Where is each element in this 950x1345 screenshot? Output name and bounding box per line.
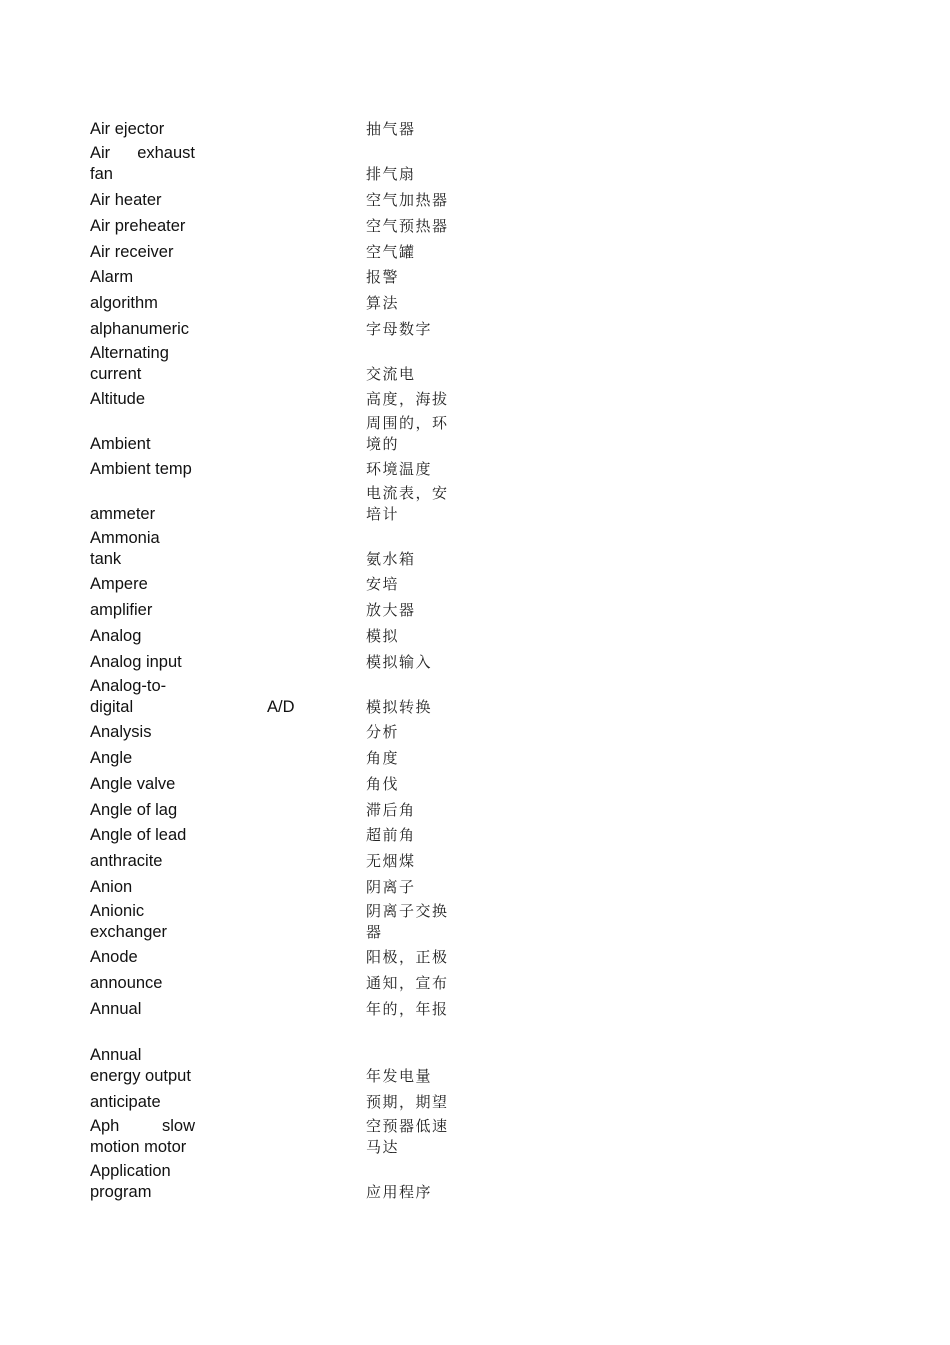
english-term: Anion bbox=[90, 878, 133, 896]
english-term: Altitude bbox=[90, 390, 146, 408]
chinese-translation: 应用程序 bbox=[366, 1183, 433, 1201]
english-term: anthracite bbox=[90, 852, 163, 870]
chinese-translation: 排气扇 bbox=[366, 165, 416, 183]
english-term: Analysis bbox=[90, 723, 152, 741]
english-term: ammeter bbox=[90, 505, 156, 523]
english-term: Air heater bbox=[90, 191, 162, 209]
chinese-translation: 年的，年报 bbox=[366, 1000, 449, 1018]
chinese-translation: 阳极，正极 bbox=[366, 948, 449, 966]
english-term: Anionic bbox=[90, 902, 145, 920]
english-term: Analog-to- bbox=[90, 677, 167, 695]
chinese-translation: 马达 bbox=[366, 1138, 400, 1156]
chinese-translation: 预期，期望 bbox=[366, 1093, 449, 1111]
english-term: Aph slow bbox=[90, 1117, 195, 1135]
english-term: Ampere bbox=[90, 575, 148, 593]
english-term: Air ejector bbox=[90, 120, 165, 138]
chinese-translation: 年发电量 bbox=[366, 1067, 433, 1085]
chinese-translation: 角伐 bbox=[366, 775, 400, 793]
english-term: amplifier bbox=[90, 601, 153, 619]
chinese-translation: 境的 bbox=[366, 435, 400, 453]
english-term: Analog input bbox=[90, 653, 182, 671]
chinese-translation: 周围的，环 bbox=[366, 414, 449, 432]
english-term: Annual bbox=[90, 1000, 142, 1018]
english-term: Ambient bbox=[90, 435, 151, 453]
chinese-translation: 高度，海拔 bbox=[366, 390, 449, 408]
chinese-translation: 氨水箱 bbox=[366, 550, 416, 568]
english-term: exchanger bbox=[90, 923, 168, 941]
chinese-translation: 无烟煤 bbox=[366, 852, 416, 870]
chinese-translation: 分析 bbox=[366, 723, 400, 741]
chinese-translation: 字母数字 bbox=[366, 320, 433, 338]
chinese-translation: 角度 bbox=[366, 749, 400, 767]
chinese-translation: 环境温度 bbox=[366, 460, 433, 478]
chinese-translation: 模拟输入 bbox=[366, 653, 433, 671]
english-term: Angle of lead bbox=[90, 826, 187, 844]
chinese-translation: 抽气器 bbox=[366, 120, 416, 138]
chinese-translation: 培计 bbox=[366, 505, 400, 523]
english-term: alphanumeric bbox=[90, 320, 190, 338]
chinese-translation: 空气加热器 bbox=[366, 191, 449, 209]
english-term: Air exhaust bbox=[90, 144, 195, 162]
chinese-translation: 安培 bbox=[366, 575, 400, 593]
chinese-translation: 通知，宣布 bbox=[366, 974, 449, 992]
english-term: fan bbox=[90, 165, 113, 183]
english-term: Alternating bbox=[90, 344, 169, 362]
english-term: Ammonia bbox=[90, 529, 160, 547]
chinese-translation: 模拟 bbox=[366, 627, 400, 645]
english-term: Alarm bbox=[90, 268, 134, 286]
english-term: Angle valve bbox=[90, 775, 176, 793]
chinese-translation: 空气预热器 bbox=[366, 217, 449, 235]
english-term: Air preheater bbox=[90, 217, 186, 235]
chinese-translation: 滞后角 bbox=[366, 801, 416, 819]
chinese-translation: 阴离子交换 bbox=[366, 902, 449, 920]
english-term: energy output bbox=[90, 1067, 191, 1085]
chinese-translation: 报警 bbox=[366, 268, 400, 286]
chinese-translation: 交流电 bbox=[366, 365, 416, 383]
chinese-translation: 模拟转换 bbox=[366, 698, 433, 716]
english-term: current bbox=[90, 365, 142, 383]
chinese-translation: 算法 bbox=[366, 294, 400, 312]
english-term: Air receiver bbox=[90, 243, 174, 261]
english-term: tank bbox=[90, 550, 122, 568]
english-term: program bbox=[90, 1183, 152, 1201]
chinese-translation: 超前角 bbox=[366, 826, 416, 844]
english-term: Analog bbox=[90, 627, 142, 645]
english-term: Angle of lag bbox=[90, 801, 178, 819]
english-term: Ambient temp bbox=[90, 460, 192, 478]
english-term: Angle bbox=[90, 749, 133, 767]
chinese-translation: 空气罐 bbox=[366, 243, 416, 261]
abbreviation: A/D bbox=[267, 698, 295, 716]
chinese-translation: 空预器低速 bbox=[366, 1117, 449, 1135]
english-term: anticipate bbox=[90, 1093, 161, 1111]
english-term: Annual bbox=[90, 1046, 142, 1064]
chinese-translation: 电流表，安 bbox=[366, 484, 449, 502]
english-term: announce bbox=[90, 974, 163, 992]
english-term: Anode bbox=[90, 948, 138, 966]
english-term: motion motor bbox=[90, 1138, 187, 1156]
english-term: digital bbox=[90, 698, 134, 716]
chinese-translation: 阴离子 bbox=[366, 878, 416, 896]
chinese-translation: 放大器 bbox=[366, 601, 416, 619]
chinese-translation: 器 bbox=[366, 923, 383, 941]
english-term: algorithm bbox=[90, 294, 158, 312]
english-term: Application bbox=[90, 1162, 171, 1180]
